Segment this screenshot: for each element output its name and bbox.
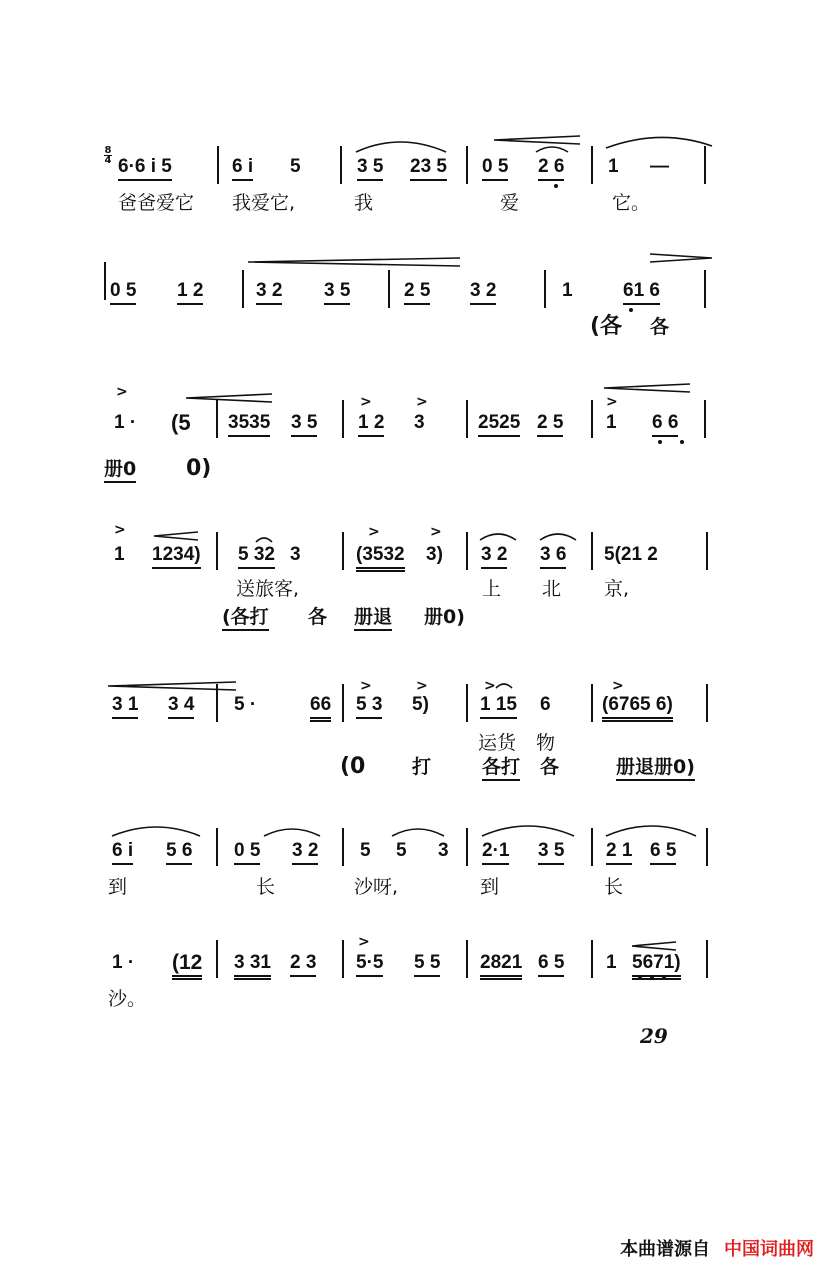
bar-line	[216, 684, 218, 722]
note-group: 3 5	[538, 840, 564, 865]
bar-line	[466, 400, 468, 438]
slur	[540, 534, 576, 540]
lyric: 送旅客,	[236, 578, 300, 600]
note-group: 2 1	[606, 840, 632, 865]
bar-line	[216, 532, 218, 570]
bar-line	[704, 146, 706, 184]
fermata-slur	[256, 538, 272, 542]
hairpin-decresc	[650, 254, 712, 262]
bar-line	[591, 828, 593, 866]
percussion-text: 打	[412, 756, 432, 778]
note-group: 6 5	[650, 840, 676, 865]
bar-line	[466, 532, 468, 570]
bar-line	[216, 400, 218, 438]
note-group: 3 2	[256, 280, 282, 305]
bar-line	[242, 270, 244, 308]
note-group: 3 2	[292, 840, 318, 865]
note-group: 3	[414, 412, 425, 433]
percussion-text: 册0	[104, 458, 136, 483]
note-group: 3 5	[357, 156, 383, 181]
bar-line	[217, 146, 219, 184]
percussion-text: (各打	[222, 606, 269, 631]
slur	[392, 829, 444, 836]
bar-line	[544, 270, 546, 308]
percussion-text: 册0)	[424, 606, 465, 628]
note-group: 3 4	[168, 694, 194, 719]
note-group: 5 6	[166, 840, 192, 865]
note-group: 1 ·	[114, 412, 137, 433]
percussion-text: 册退	[354, 606, 392, 631]
bar-line	[388, 270, 390, 308]
lyric: 我爱它,	[232, 192, 296, 214]
bar-line	[104, 262, 106, 300]
bar-line	[216, 828, 218, 866]
bar-line	[706, 532, 708, 570]
slur	[606, 137, 712, 148]
note-group: (12	[172, 952, 202, 980]
note-group: 1 2	[177, 280, 203, 305]
accent-mark: >	[606, 394, 618, 410]
note-group: 23 5	[410, 156, 447, 181]
note-group: 0 5	[110, 280, 136, 305]
percussion-text: 各	[308, 606, 328, 628]
note-group: 5	[396, 840, 407, 861]
lyric: 爸爸爱它	[118, 192, 195, 214]
note-group: 5 32	[238, 544, 275, 569]
note-group: (5	[171, 410, 191, 435]
bar-line	[342, 400, 344, 438]
note-group: 3535	[228, 412, 270, 437]
bar-line	[591, 940, 593, 978]
note-group: 6	[540, 694, 551, 715]
lyric: 沙呀,	[354, 876, 399, 898]
low-octave-dot	[680, 440, 684, 444]
note-group: 2821	[480, 952, 522, 980]
note-group: 3 2	[481, 544, 507, 569]
note-group: 3 2	[470, 280, 496, 305]
low-octave-dot	[554, 184, 558, 188]
note-group: 5 5	[414, 952, 440, 977]
bar-line	[706, 940, 708, 978]
fermata-slur	[496, 684, 512, 688]
bar-line	[591, 146, 593, 184]
note-group: 2 5	[404, 280, 430, 305]
note-group: 0 5	[482, 156, 508, 181]
bar-line	[342, 532, 344, 570]
note-group: 1234)	[152, 544, 201, 569]
bar-line	[340, 146, 342, 184]
bar-line	[704, 270, 706, 308]
hairpin-cresc	[632, 942, 676, 950]
note-group: 5	[290, 156, 301, 177]
hairpin-decresc	[494, 136, 580, 144]
bar-line	[706, 684, 708, 722]
note-group: 1 2	[358, 412, 384, 437]
lyric: 上	[482, 578, 502, 600]
note-group: 6 i	[232, 156, 253, 181]
note-group: 5·5	[356, 952, 383, 977]
lyric: 物	[536, 732, 556, 754]
slur	[536, 147, 568, 152]
note-group: 0 5	[234, 840, 260, 865]
note-group: 1 15	[480, 694, 517, 719]
percussion-text: 册退册0)	[616, 756, 695, 781]
note-group: 6 5	[538, 952, 564, 977]
note-group: 2525	[478, 412, 520, 437]
percussion-text: 0)	[186, 456, 212, 481]
note-group: 3)	[426, 544, 443, 565]
note-group: 5(21 2	[604, 544, 658, 565]
note-group: 3 6	[540, 544, 566, 569]
accent-mark: >	[430, 524, 442, 540]
accent-mark: >	[116, 384, 128, 400]
lyric: 到	[480, 876, 500, 898]
lyric: 它。	[612, 192, 651, 214]
note-group: 1	[606, 412, 617, 433]
lyric: 长	[256, 876, 276, 898]
note-group: 1 ·	[112, 952, 135, 973]
note-group: 3 5	[324, 280, 350, 305]
bar-line	[466, 684, 468, 722]
note-group: (6765 6)	[602, 694, 673, 722]
note-group: 66	[310, 694, 331, 722]
percussion-text: 各	[540, 756, 560, 778]
bar-line	[466, 940, 468, 978]
time-signature: 8 4	[104, 145, 112, 166]
note-group: 6 i	[112, 840, 133, 865]
slur	[264, 829, 320, 836]
bar-line	[591, 400, 593, 438]
percussion-text: 各打	[482, 756, 520, 781]
accent-mark: >	[484, 678, 496, 694]
note-group: 2 5	[537, 412, 563, 437]
footer-source	[620, 1235, 814, 1261]
slur	[606, 826, 696, 836]
note-group: 5671)	[632, 952, 681, 980]
slur	[480, 534, 516, 540]
accent-mark: >	[360, 394, 372, 410]
note-group: 6·6 i 5	[118, 156, 172, 181]
lyric: 运货	[478, 732, 517, 754]
hairpin-decresc	[604, 384, 690, 392]
percussion-text: 各	[650, 316, 670, 338]
accent-mark: >	[612, 678, 624, 694]
note-group: (3532	[356, 544, 405, 572]
note-group: —	[650, 156, 669, 177]
accent-mark: >	[358, 934, 370, 950]
accent-mark: >	[368, 524, 380, 540]
slur	[112, 827, 200, 836]
accent-mark: >	[114, 522, 126, 538]
accent-mark: >	[360, 678, 372, 694]
accent-mark: >	[416, 678, 428, 694]
note-group: 1	[606, 952, 617, 973]
note-group: 6 6	[652, 412, 678, 437]
bar-line	[706, 828, 708, 866]
note-group: 1	[562, 280, 573, 301]
note-group: 3	[290, 544, 301, 565]
lyric: 爱	[500, 192, 520, 214]
lyric: 长	[604, 876, 624, 898]
lyric: 京,	[604, 578, 630, 600]
bar-line	[591, 684, 593, 722]
low-octave-dot	[658, 440, 662, 444]
accent-mark: >	[416, 394, 428, 410]
bar-line	[591, 532, 593, 570]
page-number: 29	[640, 1024, 668, 1048]
note-group: 5 3	[356, 694, 382, 719]
lyric: 北	[542, 578, 562, 600]
note-group: 1	[114, 544, 125, 565]
note-group: 2 3	[290, 952, 316, 977]
bar-line	[342, 684, 344, 722]
hairpin-cresc	[186, 394, 272, 402]
note-group: 3 1	[112, 694, 138, 719]
bar-line	[342, 940, 344, 978]
low-octave-dot	[629, 308, 633, 312]
bar-line	[216, 940, 218, 978]
percussion-text: (各	[590, 314, 623, 339]
note-group: 5	[360, 840, 371, 861]
bar-line	[466, 828, 468, 866]
bar-line	[342, 828, 344, 866]
footer-site-link[interactable]: 中国词曲网	[724, 1239, 814, 1260]
note-group: 2 6	[538, 156, 564, 181]
note-group: 3 31	[234, 952, 271, 980]
bar-line	[466, 146, 468, 184]
hairpin-cresc	[248, 258, 460, 266]
footer-source-label: 本曲谱源自	[620, 1239, 710, 1260]
note-group: 1	[608, 156, 619, 177]
note-group: 5)	[412, 694, 429, 715]
percussion-text: (0	[340, 754, 366, 779]
lyric: 到	[108, 876, 128, 898]
hairpin-cresc	[154, 532, 198, 540]
slur	[356, 142, 446, 152]
note-group: 3	[438, 840, 449, 861]
note-group: 5 ·	[234, 694, 257, 715]
bar-line	[704, 400, 706, 438]
slur	[482, 826, 574, 836]
note-group: 3 5	[291, 412, 317, 437]
note-group: 2·1	[482, 840, 509, 865]
lyric: 沙。	[108, 988, 147, 1010]
note-group: 61 6	[623, 280, 660, 305]
lyric: 我	[354, 192, 374, 214]
